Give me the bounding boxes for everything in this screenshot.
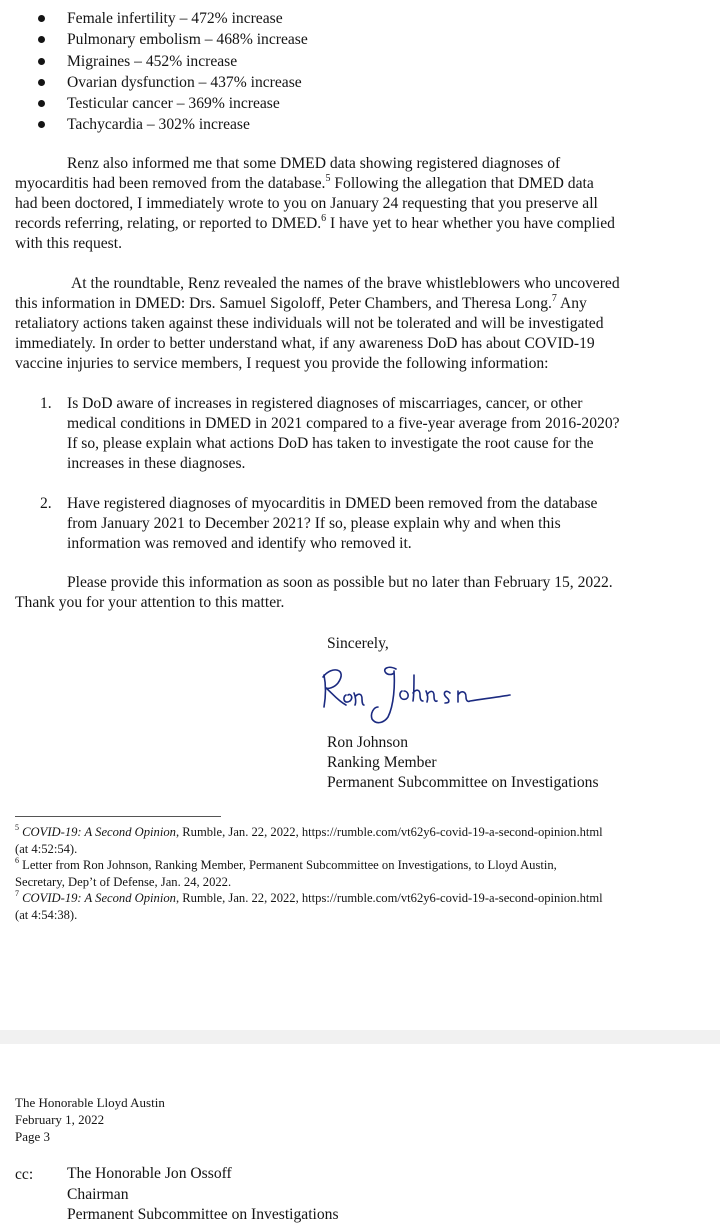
closing-salutation: Sincerely, (327, 635, 389, 652)
page-number: Page 3 (15, 1129, 51, 1144)
footnotes: $^5$ COVID-19: A Second Opinion, Rumble, Jan. 22, 2022, https://rumble.com/vt62y6-covid-19-a-second-opinion.html (at 4:52:54). $^6$ Letter from Ron Johnson, Ranking Member, Permanent Subcommittee on Investigations, to Lloyd Austin, Secretary, Dep’t of Defense, Jan. 24, 2022. $^7$ COVID-19: A Second Opinion, Rumble, Jan. 22, 2022, https://rumble.com/vt62y6-covid-19-a-second-opinion.html (at 4:54:38). (15, 824, 705, 923)
page-3-header (15, 1094, 165, 1145)
footnote-ref-7: 7 (551, 292, 557, 304)
list-item: Migraines – 452% increase (38, 51, 308, 72)
signatory-title: Ranking Member (327, 754, 437, 771)
list-item: Female infertility – 472% increase (38, 8, 308, 29)
footnote-divider (15, 816, 221, 817)
footnote-7: $^7$ COVID-19: A Second Opinion, Rumble, Jan. 22, 2022, https://rumble.com/vt62y6-covid-19-a-second-opinion.html (15, 888, 603, 905)
cc-name: The Honorable Jon Ossoff (67, 1165, 232, 1182)
bullet-icon (38, 58, 45, 65)
cc-committee: Permanent Subcommittee on Investigations (67, 1206, 339, 1223)
paragraph-deadline: Please provide this information as soon as possible but no later than February 15, 2022. Thank you for your attention to this matter. (15, 574, 613, 611)
footnote-5: $^5$ COVID-19: A Second Opinion, Rumble, Jan. 22, 2022, https://rumble.com/vt62y6-covid-19-a-second-opinion.html (15, 822, 603, 839)
bullet-icon (38, 15, 45, 22)
paragraph-dmed-removal: Renz also informed me that some DMED data showing registered diagnoses of myocarditis had been removed from the database.$^5$ Following the allegation that DMED data had been doctored, I immediately wrote to you on January 24 requesting that you preserve all records referring, relating, or reported to DMED.$^6$ I have yet to hear whether you have complied with this request. (15, 155, 615, 252)
bullet-icon (38, 36, 45, 43)
footnote-ref-6: 6 (321, 212, 327, 224)
list-item: 1. Is DoD aware of increases in registered diagnoses of miscarriages, cancer, or other medical conditions in DMED in 2021 compared to a five-year average from 2016-2020? If so, please explain what actions DoD has taken to investigate the root cause for the increases in these diagnoses. (40, 395, 620, 472)
list-item: Tachycardia – 302% increase (38, 114, 308, 135)
cc-role: Chairman (67, 1185, 129, 1203)
addressee: The Honorable Lloyd Austin (15, 1095, 165, 1110)
signature-block (327, 733, 599, 793)
signatory-name: Ron Johnson (327, 734, 409, 751)
footnote-ref-5: 5 (325, 172, 331, 184)
information-requests (40, 394, 700, 474)
bullet-icon (38, 100, 45, 107)
list-item: Ovarian dysfunction – 437% increase (38, 72, 308, 93)
bullet-icon (38, 121, 45, 128)
bullet-icon (38, 79, 45, 86)
list-item: Pulmonary embolism – 468% increase (38, 29, 308, 50)
paragraph-whistleblowers: At the roundtable, Renz revealed the names of the brave whistleblowers who uncovered this information in DMED: Drs. Samuel Sigoloff, Peter Chambers, and Theresa Long.$^7$ Any retaliatory actions taken against these individuals will not be tolerated and will be investigated immediately. In order to better understand what, if any awareness DoD has about COVID-19 vaccine injuries to service members, I request you provide the following information: (15, 275, 620, 372)
diagnosis-increase-list (38, 8, 308, 136)
list-item: 2. Have registered diagnoses of myocarditis in DMED been removed from the database from January 2021 to December 2021? If so, please explain why and when this information was removed and identify who removed it. (40, 495, 598, 552)
signatory-committee: Permanent Subcommittee on Investigations (327, 774, 599, 791)
cc-recipient (67, 1164, 339, 1226)
page-break (0, 1030, 720, 1044)
signature-image (318, 655, 518, 730)
list-item: Testicular cancer – 369% increase (38, 93, 308, 114)
cc-label: cc: (15, 1166, 34, 1183)
footnote-6: $^6$ Letter from Ron Johnson, Ranking Member, Permanent Subcommittee on Investigations, to Lloyd Austin, (15, 855, 557, 872)
information-requests-continued (40, 494, 700, 554)
letter-date: February 1, 2022 (15, 1112, 105, 1127)
